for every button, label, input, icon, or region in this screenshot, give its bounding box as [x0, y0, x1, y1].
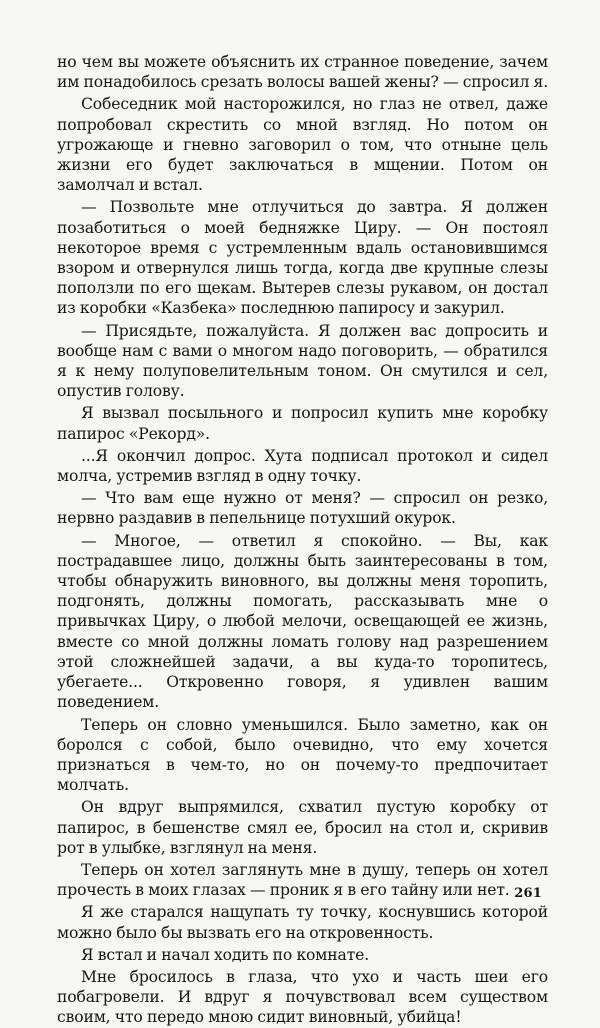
paragraph-1: но чем вы можете объяснить их странное поведение, зачем им понадобилось срезать волосы вашей жены? — спросил я.: [57, 53, 549, 92]
paragraph-4: — Присядьте, пожалуйста. Я должен вас допросить и вообще нам с вами о многом надо поговорить, — обратился я к нему полуповелительным тоном. Он смутился и сел, опустив голову.: [57, 321, 548, 401]
paragraph-5: Я вызвал посыльного и попросил купить мне коробку папирос «Рекорд».: [57, 404, 548, 443]
page-number: 261: [514, 886, 542, 901]
paragraph-7: — Что вам еще нужно от меня? — спросил он резко, нервно раздавив в пепельнице потухший окурок.: [57, 489, 548, 528]
paragraph-6: ...Я окончил допрос. Хута подписал протокол и сидел молча, устремив взгляд в одну точку.: [57, 446, 548, 486]
paragraph-3: — Позвольте мне отлучиться до завтра. Я должен позаботиться о моей бедняжке Циру. — Он постоял некоторое время с устремленным вдаль остановившимся взором и отвернулся лишь тогда, когда две крупные слезы поползли по его щекам. Вытерев слезы рукавом, он достал из коробки «Казбека» последнюю папиросу и закурил.: [57, 198, 548, 318]
paragraph-11: Теперь он хотел заглянуть мне в душу, теперь он хотел прочесть в моих глазах — проник я в его тайну или нет.: [57, 860, 548, 900]
paragraph-9: Теперь он словно уменьшился. Было заметно, как он боролся с собой, было очевидно, что ему хочется признаться в чем-то, но он почему-то предпочитает молчать.: [57, 715, 548, 795]
paragraph-13: Я встал и начал ходить по комнате.: [81, 945, 370, 964]
paragraph-10: Он вдруг выпрямился, схватил пустую коробку от папирос, в бешенстве смял ее, бросил на стол и, скривив рот в улыбке, взглянул на меня.: [57, 798, 548, 857]
paragraph-14: Мне бросилось в глаза, что ухо и часть шеи его побагровели. И вдруг я почувствовал всем существом своим, что передо мною сидит виновный, убийца!: [57, 967, 548, 1027]
paragraph-12: Я же старался нащупать ту точку, коснувшись которой можно было бы вызвать его на откровенность.: [57, 903, 548, 942]
paragraph-2: Собеседник мой насторожился, но глаз не отвел, даже попробовал скрестить со мной взгляд. Но потом он угрожающе и гневно заговорил о том, что отныне цель жизни его будет заключаться в мщении. Потом он замолчал и встал.: [57, 95, 548, 195]
paragraph-8: — Многое, — ответил я спокойно. — Вы, как пострадавшее лицо, должны быть заинтересованы в том, чтобы обнаружить виновного, вы должны меня торопить, подгонять, должны помогать, рассказывать мне о привычках Циру, о любой мелочи, освещающей ее жизнь, вместе со мной должны ломать голову над разрешением этой сложнейшей задачи, а вы куда-то торопитесь, убегаете... Откровенно говоря, я удивлен вашим поведением.: [57, 531, 548, 712]
